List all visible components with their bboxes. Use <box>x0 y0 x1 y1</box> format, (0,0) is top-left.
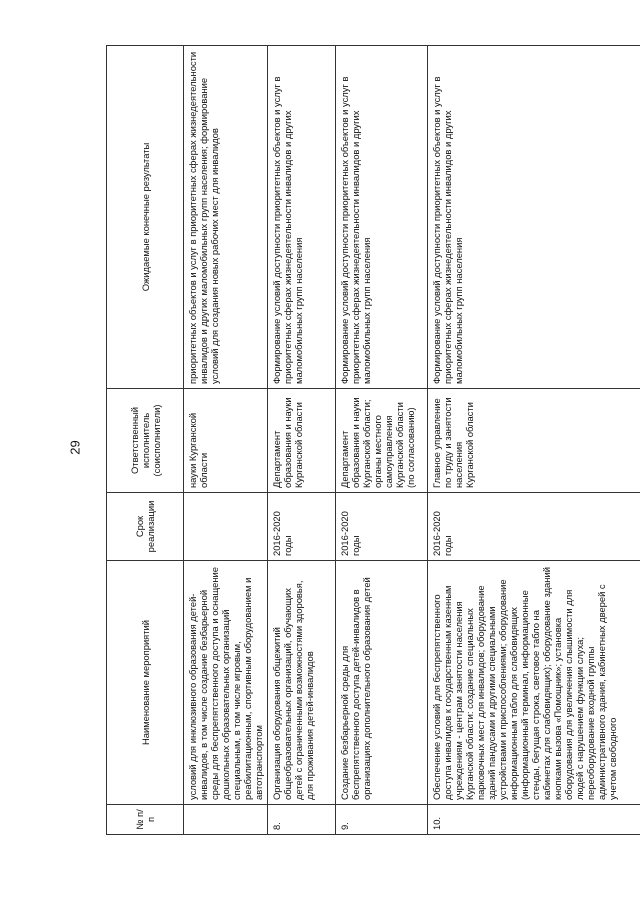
cell-num <box>184 805 268 835</box>
cell-name: условий для инклюзивного образования детей-инвалидов, в том числе создание безбарьерной среды для беспрепятственного доступа и оснащение дошкольных образовательных организаций специальным, в том числе игровым, реабилитационным, спортивным оборудованием и автотранспортом <box>184 561 268 805</box>
cell-executor: науки Курганской области <box>184 389 268 493</box>
cell-results: Формирование условий доступности приоритетных объектов и услуг в приоритетных сферах жизнедеятельности инвалидов и других маломобильных групп населения <box>428 46 640 389</box>
header-row <box>107 46 184 835</box>
cell-results: приоритетных объектов и услуг в приоритетных сферах жизнедеятельности инвалидов и других маломобильных групп населения; формирование условий для создания новых рабочих мест для инвалидов <box>184 46 268 389</box>
header-num: № п/п <box>107 805 184 835</box>
measures-table <box>106 45 640 835</box>
header-executor: Ответственный исполнитель (соисполнители) <box>107 389 184 493</box>
cell-num: 9. <box>336 805 428 835</box>
table-row <box>268 46 336 835</box>
cell-term: 2016-2020 годы <box>428 493 640 561</box>
cell-num: 10. <box>428 805 640 835</box>
cell-results: Формирование условий доступности приоритетных объектов и услуг в приоритетных сферах жизнедеятельности инвалидов и других маломобильных групп населения <box>336 46 428 389</box>
rotated-table <box>106 45 640 835</box>
cell-num: 8. <box>268 805 336 835</box>
cell-name: Организация оборудования общежитий общеобразовательных организаций, обучающих детей с ограниченными возможностями здоровья, для проживания детей-инвалидов <box>268 561 336 805</box>
cell-term: 2016-2020 годы <box>336 493 428 561</box>
cell-results: Формирование условий доступности приоритетных объектов и услуг в приоритетных сферах жизнедеятельности инвалидов и других маломобильных групп населения <box>268 46 336 389</box>
table-row <box>184 46 268 835</box>
cell-name: Обеспечение условий для беспрепятственного доступа инвалидов к государственным казенным учреждениям - центрам занятости населения Курганской области: создание специальных парковочных мест для инвалидов; оборудование зданий пандусами и другими специальными устройствами и приспособлениями; оборудование информационным табло для слабовидящих (информационный терминал, информационные стенды, бегущая строка, световое табло на кабинетах для слабовидящих); оборудование зданий кнопками вызова «Помощник»; установка оборудования для увеличения слышимости для людей с нарушением функции слуха; переоборудование входной группы административного здания, кабинетных дверей с учетом свободного <box>428 561 640 805</box>
header-term: Срок реализации <box>107 493 184 561</box>
cell-executor: Департамент образования и науки Курганской области <box>268 389 336 493</box>
cell-term: 2016-2020 годы <box>268 493 336 561</box>
page-number: 29 <box>67 440 83 455</box>
table-row <box>336 46 428 835</box>
table-row <box>428 46 640 835</box>
cell-executor: Главное управление по труду и занятости населения Курганской области <box>428 389 640 493</box>
table-wrapper <box>106 45 640 835</box>
header-name: Наименование мероприятий <box>107 561 184 805</box>
cell-executor: Департамент образования и науки Курганской области; органы местного самоуправления Курганской области (по согласованию) <box>336 389 428 493</box>
header-results: Ожидаемые конечные результаты <box>107 46 184 389</box>
cell-term <box>184 493 268 561</box>
cell-name: Создание безбарьерной среды для беспрепятственного доступа детей-инвалидов в организациях дополнительного образования детей <box>336 561 428 805</box>
